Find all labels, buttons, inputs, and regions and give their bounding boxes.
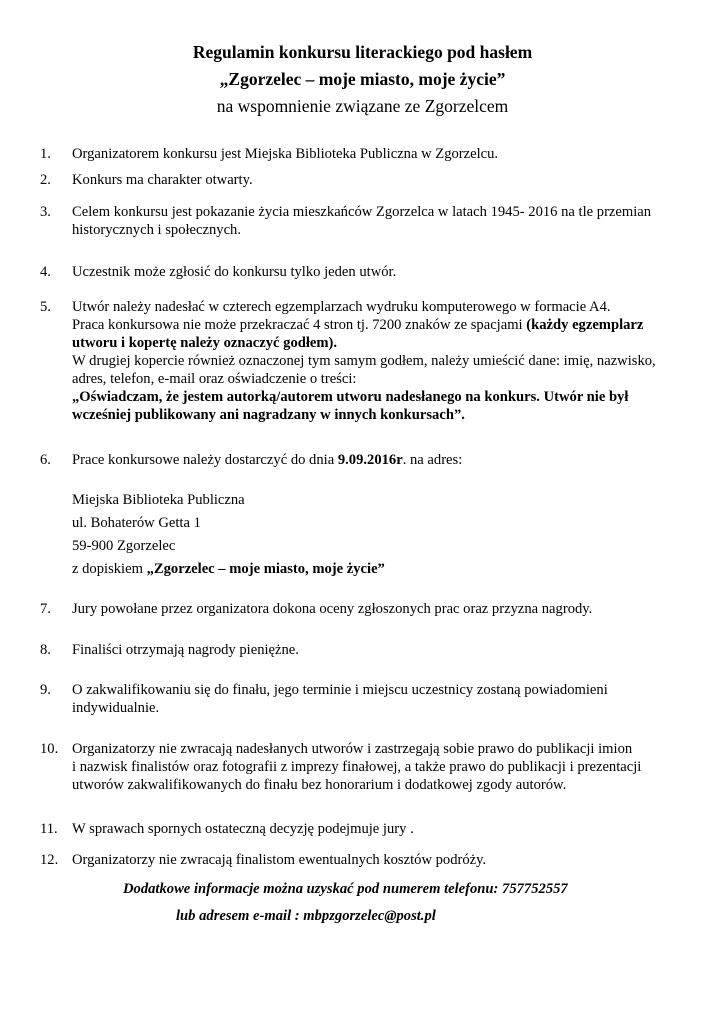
item-text: Celem konkursu jest pokazanie życia mieszkańców Zgorzelca w latach 1945- 2016 na tle przemian [72,204,652,220]
item-text: utworu i kopertę należy oznaczyć godłem). [72,335,338,351]
item-number: 5. [40,299,51,315]
item-number: 11. [40,821,58,837]
item-text: indywidualnie. [72,700,160,716]
item-text: Organizatorzy nie zwracają finalistom ewentualnych kosztów podróży. [72,852,487,868]
item-number: 9. [40,682,51,698]
item-text: Utwór należy nadesłać w czterech egzemplarzach wydruku komputerowego w formacie A4. [72,299,611,315]
item-text: W sprawach spornych ostateczną decyzję podejmuje jury . [72,821,414,837]
address-line: 59-900 Zgorzelec [72,538,176,554]
item-text: Finaliści otrzymają nagrody pieniężne. [72,642,299,658]
address-line: z dopiskiem „Zgorzelec – moje miasto, moje życie” [72,561,385,577]
item-text: adres, telefon, e-mail oraz oświadczenie o treści: [72,371,357,387]
item-number: 6. [40,452,51,468]
title-line-1: Regulamin konkursu literackiego pod hasłem [192,42,533,62]
item-text: Praca konkursowa nie może przekraczać 4 stron tj. 7200 znaków ze spacjami (każdy egzemplarz [72,317,644,333]
item-text: historycznych i społecznych. [72,222,241,238]
item-number: 4. [40,264,51,280]
item-text: Uczestnik może zgłosić do konkursu tylko jeden utwór. [72,264,397,280]
address-line: ul. Bohaterów Getta 1 [72,515,201,531]
item-text: Organizatorem konkursu jest Miejska Biblioteka Publiczna w Zgorzelcu. [72,146,499,162]
title-line-2: „Zgorzelec – moje miasto, moje życie” [219,69,506,89]
item-number: 10. [40,741,59,757]
item-text: W drugiej kopercie również oznaczonej tym samym godłem, należy umieścić dane: imię, nazwisko, [72,353,656,369]
declaration-text: wcześniej publikowany ani nagradzany w innych konkursach”. [72,407,465,423]
item-text: i nazwisk finalistów oraz fotografii z imprezy finałowej, a także prawo do publikacji i prezentacji [72,759,642,775]
item-text: Prace konkursowe należy dostarczyć do dnia 9.09.2016r. na adres: [72,452,463,468]
item-text: O zakwalifikowaniu się do finału, jego terminie i miejscu uczestnicy zostaną powiadomieni [72,682,608,698]
contact-phone: Dodatkowe informacje można uzyskać pod numerem telefonu: 757752557 [123,881,568,897]
item-text: Konkurs ma charakter otwarty. [72,172,253,188]
item-number: 2. [40,172,51,188]
item-number: 7. [40,601,51,617]
address-line: Miejska Biblioteka Publiczna [72,492,245,508]
item-text: utworów zakwalifikowanych do finału bez honorarium i dodatkowej zgody autorów. [72,777,567,793]
item-number: 8. [40,642,51,658]
item-text: Organizatorzy nie zwracają nadesłanych utworów i zastrzegają sobie prawo do publikacji imion [72,741,633,757]
item-text: Jury powołane przez organizatora dokona oceny zgłoszonych prac oraz przyzna nagrody. [72,601,593,617]
contact-email: lub adresem e-mail : mbpzgorzelec@post.pl [176,908,436,924]
declaration-text: „Oświadczam, że jestem autorką/autorem utworu nadesłanego na konkurs. Utwór nie był [72,389,629,405]
subtitle: na wspomnienie związane ze Zgorzelcem [216,96,509,116]
item-number: 1. [40,146,51,162]
item-number: 3. [40,204,51,220]
item-number: 12. [40,852,59,868]
